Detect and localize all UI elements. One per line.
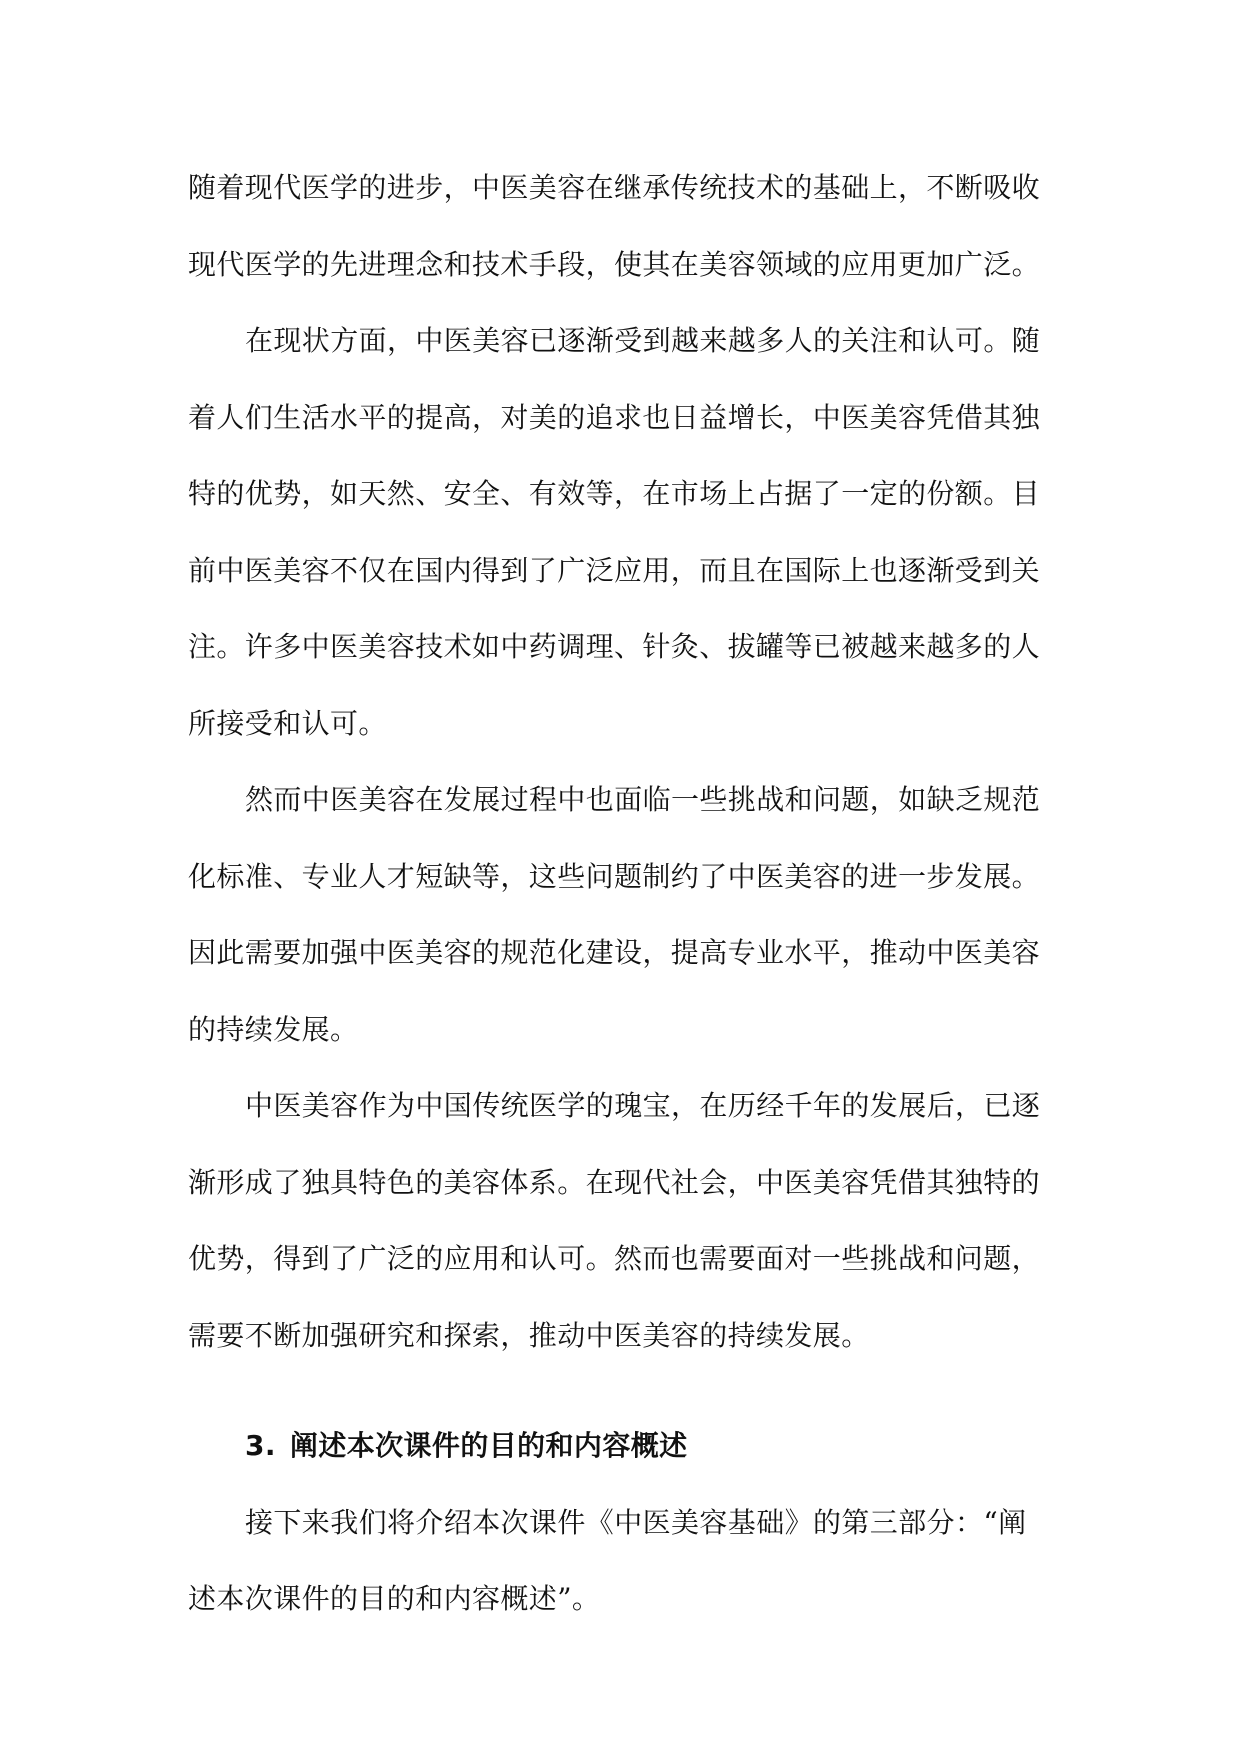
section-heading-number: 3. (245, 1429, 276, 1462)
paragraph-line: 在现状方面，中医美容已逐渐受到越来越多人的关注和认可。随 (245, 324, 1041, 357)
paragraph-line: 述本次课件的目的和内容概述”。 (188, 1582, 601, 1615)
paragraph-line: 化标准、专业人才短缺等，这些问题制约了中医美容的进一步发展。 (188, 859, 1041, 893)
paragraph-3 (188, 762, 1058, 1068)
paragraph-line: 优势，得到了广泛的应用和认可。然而也需要面对一些挑战和问题， (188, 1242, 1041, 1275)
paragraph-line: 所接受和认可。 (188, 706, 387, 740)
paragraph-line: 接下来我们将介绍本次课件《中医美容基础》的第三部分：“阐 (245, 1505, 1027, 1539)
paragraph-line: 需要不断加强研究和探索，推动中医美容的持续发展。 (188, 1318, 870, 1352)
paragraph-line: 中医美容作为中国传统医学的瑰宝，在历经千年的发展后，已逐 (245, 1089, 1041, 1122)
paragraph-line: 因此需要加强中医美容的规范化建设，提高专业水平，推动中医美容 (188, 936, 1041, 969)
section-spacer (188, 1374, 1058, 1408)
document-body (188, 150, 1058, 1638)
paragraph-4 (188, 1068, 1058, 1374)
paragraph-line: 着人们生活水平的提高，对美的追求也日益增长，中医美容凭借其独 (188, 400, 1041, 434)
paragraph-line: 渐形成了独具特色的美容体系。在现代社会，中医美容凭借其独特的 (188, 1165, 1041, 1199)
paragraph-5 (188, 1485, 1058, 1638)
paragraph-line: 前中医美容不仅在国内得到了广泛应用，而且在国际上也逐渐受到关 (188, 553, 1041, 587)
paragraph-1 (188, 150, 1058, 303)
paragraph-line: 现代医学的先进理念和技术手段，使其在美容领域的应用更加广泛。 (188, 247, 1041, 281)
paragraph-line: 特的优势，如天然、安全、有效等，在市场上占据了一定的份额。目 (188, 477, 1041, 510)
paragraph-line: 注。许多中医美容技术如中药调理、针灸、拔罐等已被越来越多的人 (188, 630, 1041, 663)
section-heading-text: 阐述本次课件的目的和内容概述 (289, 1429, 688, 1462)
paragraph-line: 的持续发展。 (188, 1012, 359, 1046)
paragraph-2 (188, 303, 1058, 762)
paragraph-line: 然而中医美容在发展过程中也面临一些挑战和问题，如缺乏规范 (245, 783, 1041, 816)
paragraph-line: 随着现代医学的进步，中医美容在继承传统技术的基础上，不断吸收 (188, 171, 1041, 204)
section-heading (188, 1408, 1058, 1485)
